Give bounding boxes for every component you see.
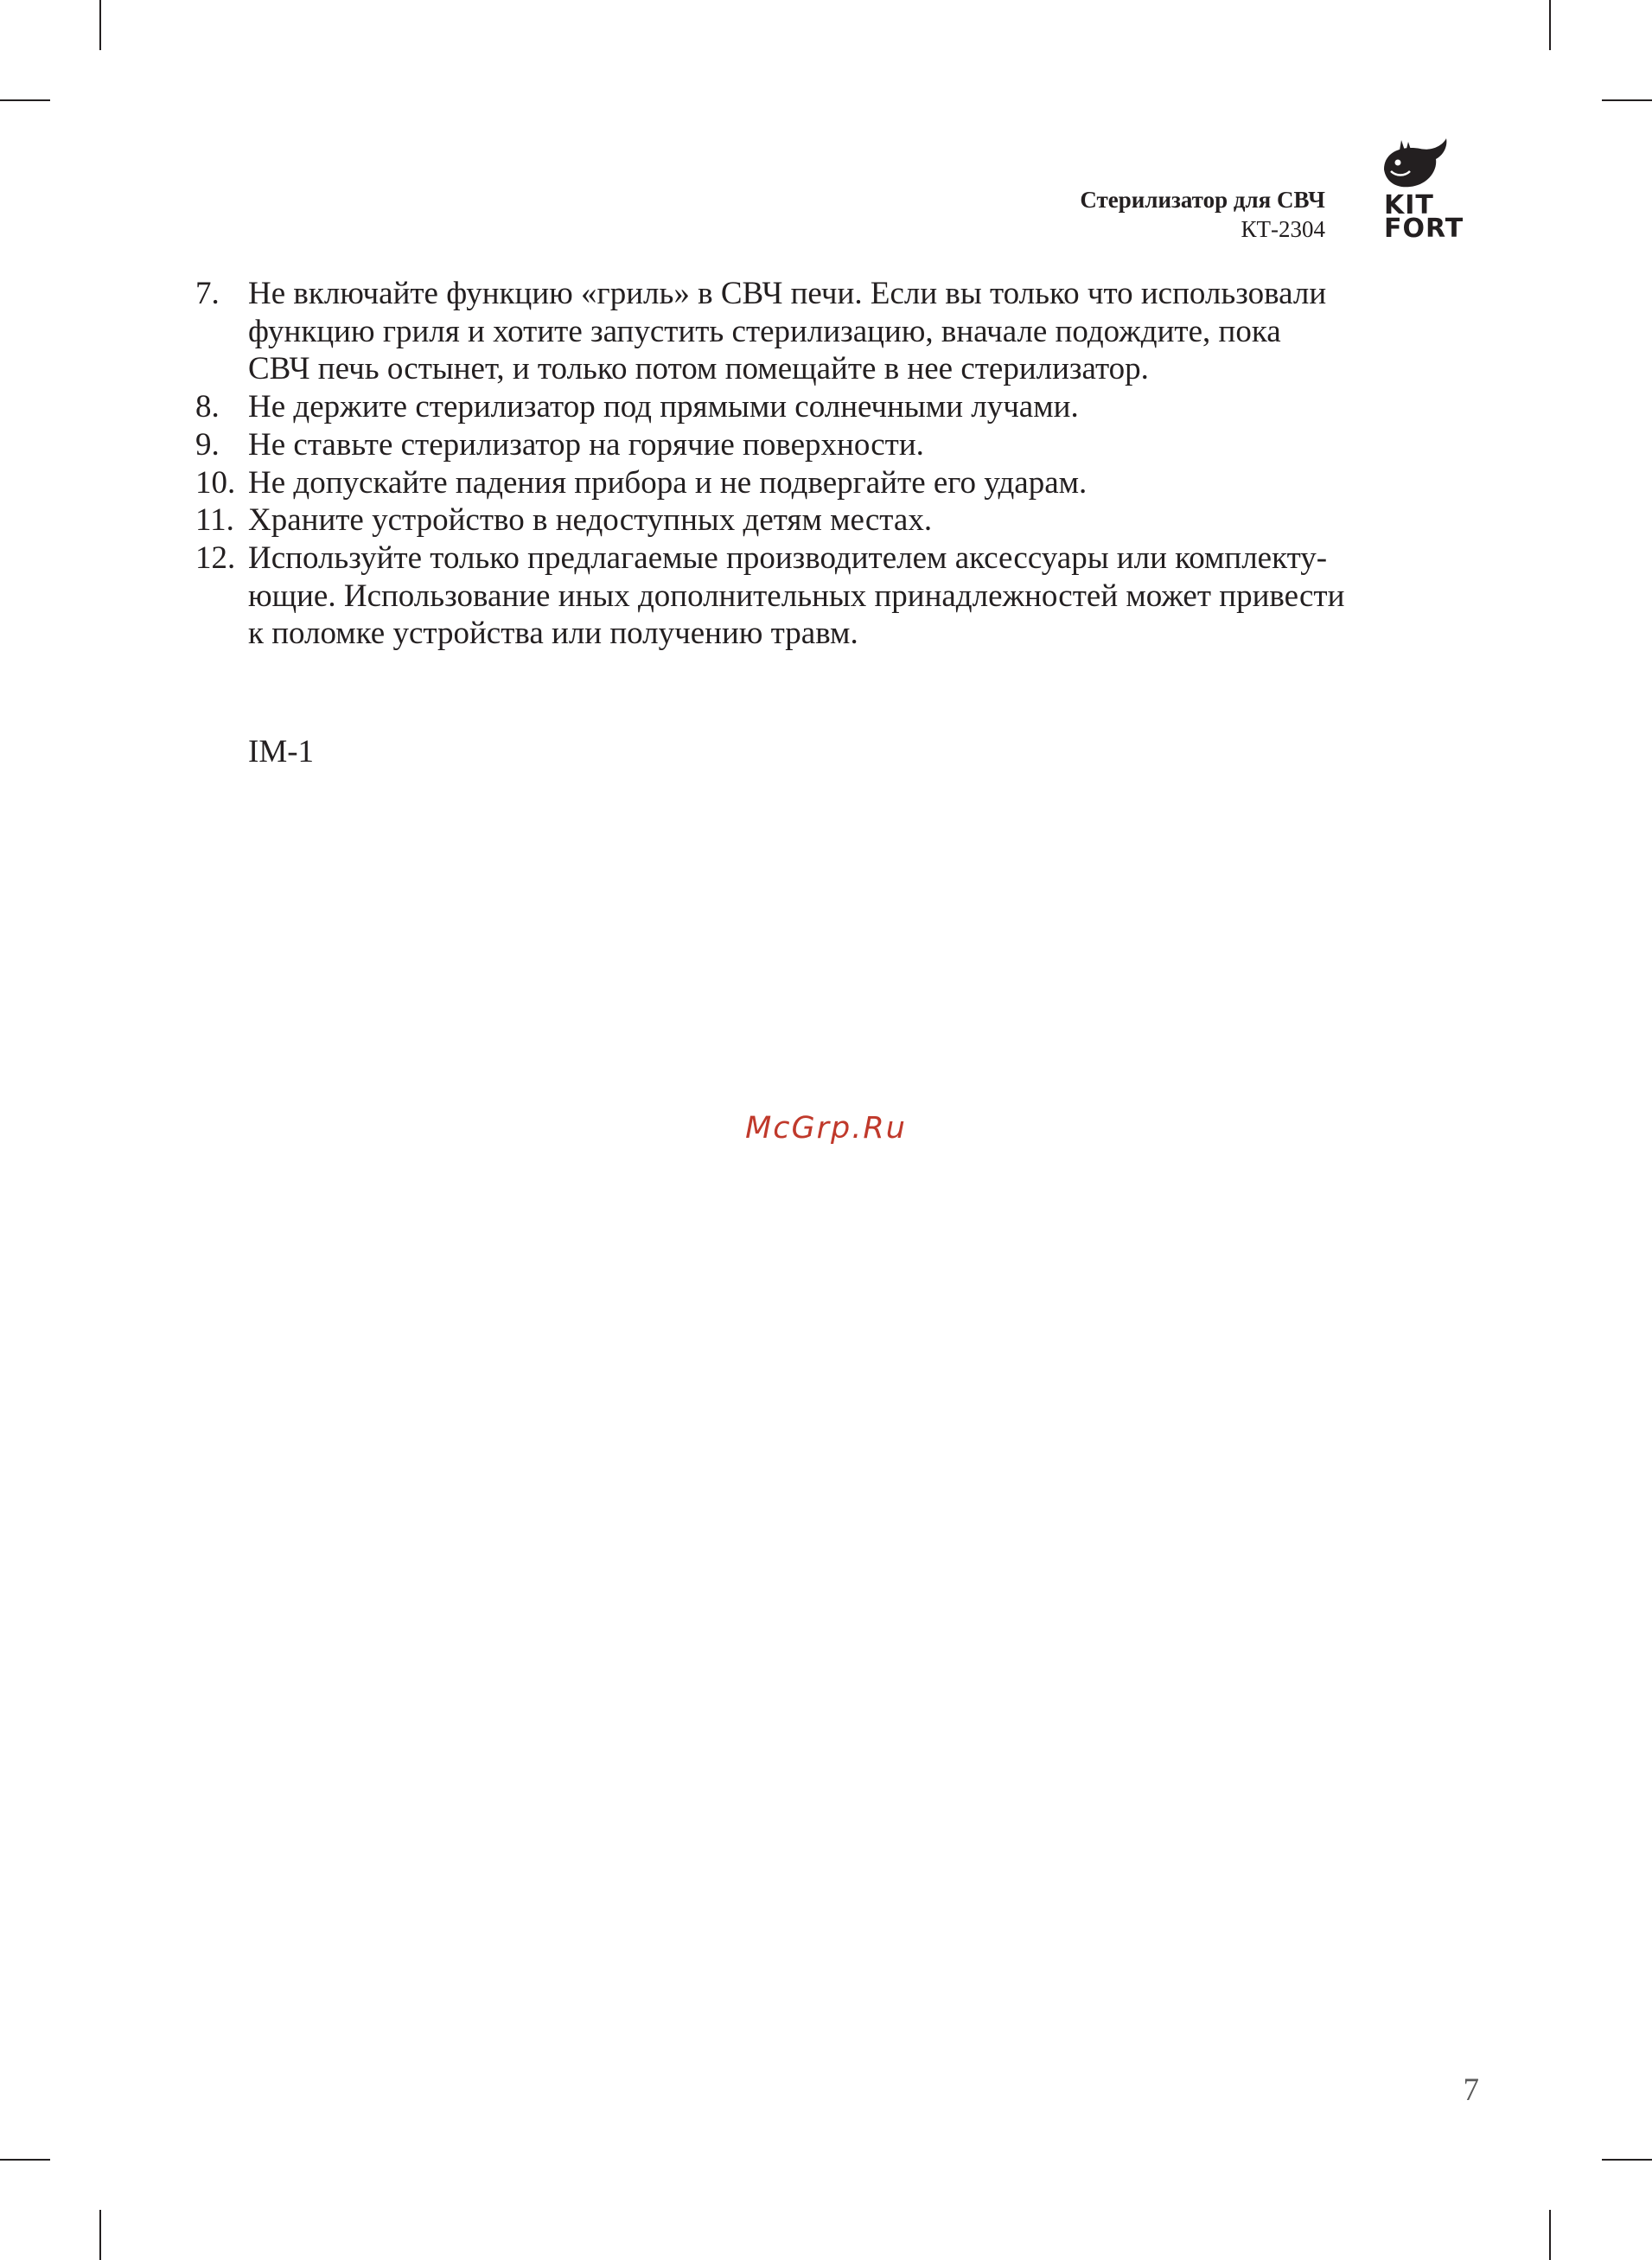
item-number: 7.: [195, 276, 220, 311]
page-number: 7: [1463, 2072, 1479, 2108]
item-number: 11.: [195, 502, 234, 539]
item-line: СВЧ печь остынет, и только потом помещайте в нее стерилизатор.: [248, 351, 1149, 387]
item-line: Не допускайте падения прибора и не подвергайте его ударам.: [248, 464, 1088, 501]
brand-line-2: FORT: [1384, 214, 1464, 244]
item-line: Не держите стерилизатор под прямыми солнечными лучами.: [248, 389, 1079, 425]
whale-icon: [1381, 137, 1450, 192]
watermark: McGrp.Ru: [745, 1111, 907, 1146]
item-number: 10.: [195, 464, 236, 501]
crop-mark: [1549, 0, 1551, 50]
item-line: к поломке устройства или получению травм.: [248, 616, 858, 652]
item-line: Не включайте функцию «гриль» в СВЧ печи. Если вы только что использовали: [248, 276, 1327, 311]
safety-instructions-list: [195, 275, 1457, 653]
model-number: КТ-2304: [1241, 216, 1325, 242]
item-line: Не ставьте стерилизатор на горячие поверхности.: [248, 426, 924, 463]
list-item: [195, 388, 1457, 426]
crop-mark: [99, 2210, 101, 2260]
product-title: Стерилизатор для СВЧ: [1080, 187, 1325, 213]
item-number: 9.: [195, 426, 220, 463]
list-item: [195, 275, 1457, 388]
list-item: [195, 501, 1457, 539]
document-code: IM-1: [248, 734, 315, 769]
item-line: ющие. Использование иных дополнительных принадлежностей может привести: [248, 578, 1345, 614]
item-line: функцию гриля и хотите запустить стерилизацию, вначале подождите, пока: [248, 313, 1281, 349]
page-header: [1080, 185, 1325, 244]
crop-mark: [99, 0, 101, 50]
brand-logo: [1381, 137, 1476, 242]
list-item: [195, 539, 1457, 653]
item-number: 8.: [195, 389, 220, 425]
brand-line-1: KIT: [1384, 190, 1434, 220]
crop-mark: [0, 2159, 50, 2161]
crop-mark: [1549, 2210, 1551, 2260]
crop-mark: [1602, 99, 1652, 101]
crop-mark: [0, 99, 50, 101]
item-number: 12.: [195, 539, 236, 576]
item-line: Храните устройство в недоступных детям местах.: [248, 502, 933, 539]
list-item: [195, 426, 1457, 464]
crop-mark: [1602, 2159, 1652, 2161]
brand-wordmark: [1384, 190, 1464, 244]
item-line: Используйте только предлагаемые производителем аксессуары или комплекту-: [248, 539, 1328, 576]
list-item: [195, 464, 1457, 502]
